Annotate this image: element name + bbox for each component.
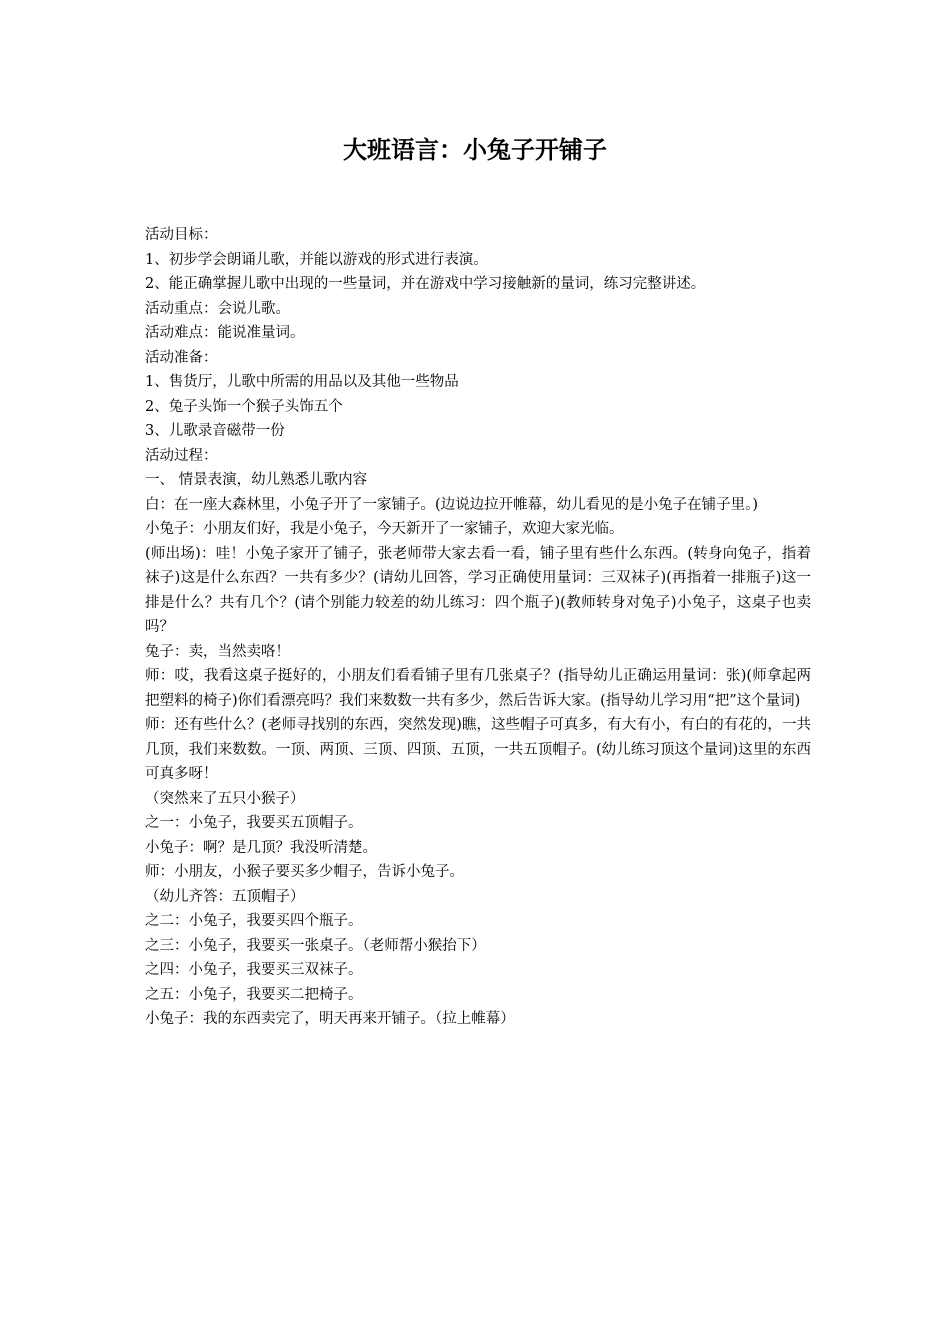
preparation-item-3: 3、儿歌录音磁带一份 [145, 423, 285, 439]
section-heading-preparation: 活动准备： [145, 349, 218, 366]
narration-paragraph: 白：在一座大森林里，小兔子开了一家铺子。(边说边拉开帷幕，幼儿看见的是小兔子在铺子里。) [145, 496, 759, 513]
section-heading-goals: 活动目标： [145, 227, 218, 243]
preparation-item-2: 2、兔子头饰一个猴子头饰五个 [145, 398, 343, 415]
dialogue-paragraph: 师：还有些什么？(老师寻找别的东西，突然发现)瞧，这些帽子可真多，有大有小，有白的有花的，一共几顶，我们来数数。一顶、两顶、三顶、四顶、五顶，一共五顶帽子。(幼儿练习顶这个量词)这里的东西可真多呀！ [145, 717, 811, 782]
section-heading-process: 活动过程： [145, 447, 218, 464]
process-step-1: 一、 情景表演，幼儿熟悉儿歌内容 [145, 472, 368, 488]
dialogue-paragraph: 师：哎，我看这桌子挺好的，小朋友们看看铺子里有几张桌子？(指导幼儿正确运用量词：张)(师拿起两把塑料的椅子)你们看漂亮吗？我们来数数一共有多少，然后告诉大家。(指导幼儿学习用“把”这个量词) [145, 668, 811, 709]
dialogue-line: 之五：小兔子，我要买二把椅子。 [145, 986, 363, 1003]
dialogue-line: 小兔子：啊？是几顶？我没听清楚。 [145, 839, 377, 856]
dialogue-paragraph: (师出场)：哇！小兔子家开了铺子，张老师带大家去看一看，铺子里有些什么东西。(转身向兔子，指着袜子)这是什么东西？一共有多少？(请幼儿回答，学习正确使用量词：三双袜子)(再指着一排瓶子)这一排是什么？共有几个？(请个别能力较差的幼儿练习：四个瓶子)(教师转身对兔子)小兔子，这桌子也卖吗？ [145, 545, 811, 635]
dialogue-line: 小兔子：我的东西卖完了，明天再来开铺子。（拉上帷幕） [145, 1011, 515, 1027]
dialogue-line: 之三：小兔子，我要买一张桌子。（老师帮小猴抬下） [145, 937, 486, 954]
document-body [145, 223, 811, 1032]
goal-item-1: 1、初步学会朗诵儿歌，并能以游戏的形式进行表演。 [145, 251, 488, 268]
dialogue-line: 之四：小兔子，我要买三双袜子。 [145, 962, 363, 978]
stage-direction: （突然来了五只小猴子） [145, 790, 305, 807]
stage-direction: （幼儿齐答：五顶帽子） [145, 888, 305, 905]
dialogue-line: 之一：小兔子，我要买五顶帽子。 [145, 815, 363, 831]
page-title: 大班语言：小兔子开铺子 [343, 135, 607, 164]
key-point: 活动重点：会说儿歌。 [145, 300, 290, 317]
goal-item-2: 2、能正确掌握儿歌中出现的一些量词，并在游戏中学习接触新的量词，练习完整讲述。 [145, 276, 706, 292]
dialogue-line: 之二：小兔子，我要买四个瓶子。 [145, 913, 363, 929]
dialogue-line: 小兔子：小朋友们好，我是小兔子，今天新开了一家铺子，欢迎大家光临。 [145, 521, 624, 537]
dialogue-line: 师：小朋友，小猴子要买多少帽子，告诉小兔子。 [145, 864, 464, 880]
preparation-item-1: 1、售货厅，儿歌中所需的用品以及其他一些物品 [145, 374, 459, 390]
dialogue-line: 兔子：卖，当然卖咯！ [145, 643, 290, 660]
difficult-point: 活动难点：能说准量词。 [145, 325, 305, 341]
